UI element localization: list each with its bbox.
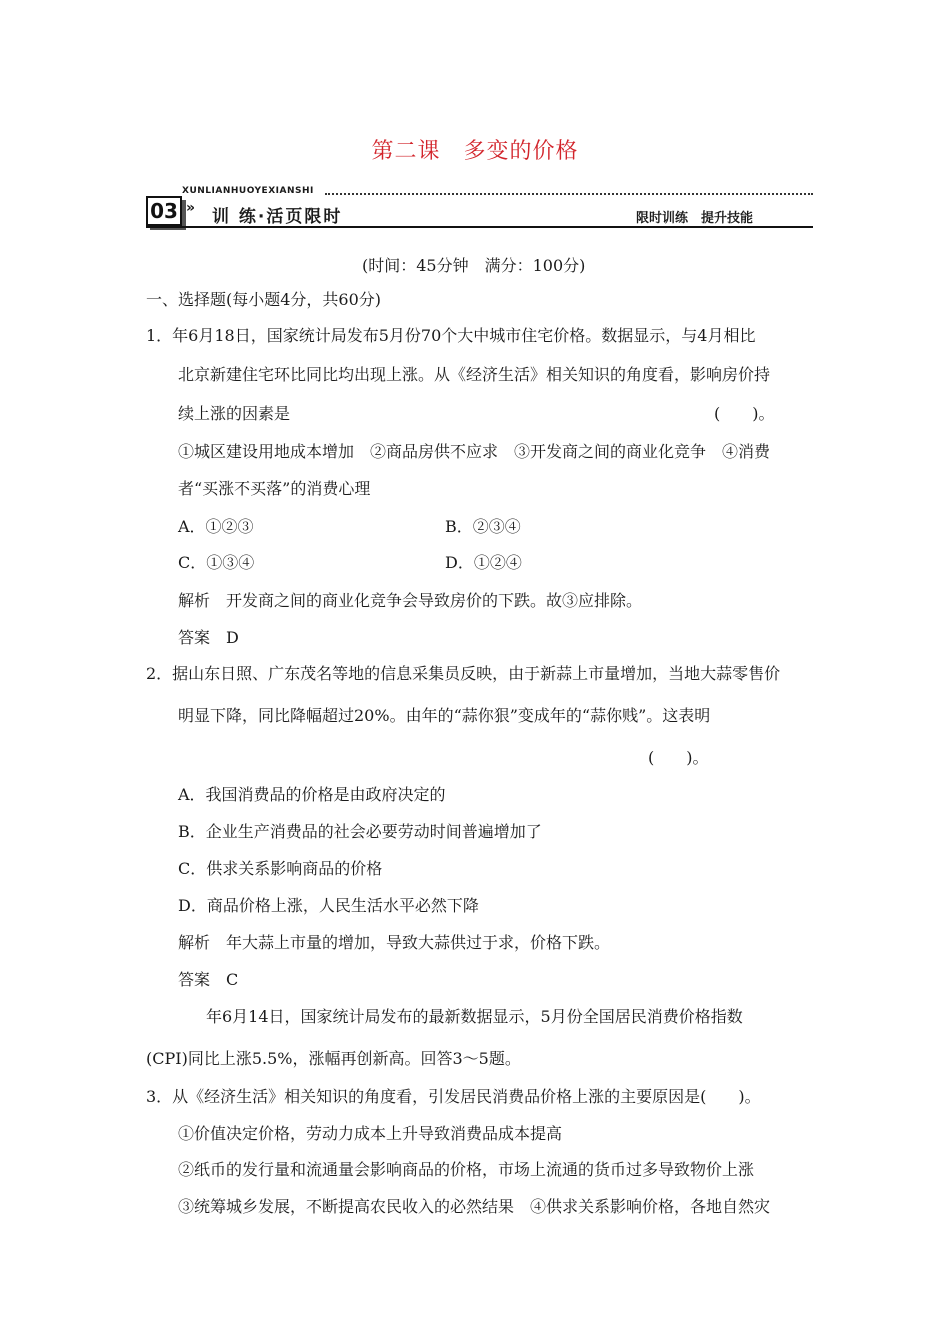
exam-meta: (时间：45分钟 满分：100分) [362, 256, 586, 275]
q1-option-d: D．①②④ [445, 553, 522, 572]
q2-option-c: C．供求关系影响商品的价格 [178, 859, 383, 878]
q1-stem-line1: 1．年6月18日，国家统计局发布5月份70个大中城市住宅价格。数据显示，与4月相比 [146, 326, 756, 345]
q2-answer: 答案 C [178, 970, 239, 989]
q1-items-line2: 者“买涨不买落”的消费心理 [178, 479, 371, 498]
q3-item3: ③统筹城乡发展，不断提高农民收入的必然结果 ④供求关系影响价格，各地自然灾 [178, 1197, 771, 1216]
chevron-icon: » [186, 200, 196, 216]
banner-slogan: 限时训练 提升技能 [636, 211, 754, 226]
q1-option-b: B．②③④ [445, 517, 521, 536]
q1-answer: 答案 D [178, 628, 239, 647]
banner-rule [146, 226, 813, 228]
material-line1: 年6月14日，国家统计局发布的最新数据显示，5月份全国居民消费价格指数 [206, 1007, 743, 1026]
q1-option-c: C．①③④ [178, 553, 255, 572]
material-line2: (CPI)同比上涨5.5%，涨幅再创新高。回答3～5题。 [146, 1049, 521, 1068]
q2-option-d: D．商品价格上涨，人民生活水平必然下降 [178, 896, 479, 915]
q2-stem-line2: 明显下降，同比降幅超过20%。由年的“蒜你狠”变成年的“蒜你贱”。这表明 [178, 706, 711, 725]
q2-option-b: B．企业生产消费品的社会必要劳动时间普遍增加了 [178, 822, 542, 841]
banner-label: 训 练·活页限时 [212, 207, 343, 227]
q1-analysis: 解析 开发商之间的商业化竞争会导致房价的下跌。故③应排除。 [178, 591, 643, 610]
section-heading: 一、选择题(每小题4分，共60分) [146, 290, 382, 309]
q1-option-a: A．①②③ [178, 517, 254, 536]
q1-stem-line3: 续上涨的因素是 [178, 404, 291, 423]
q3-stem: 3．从《经济生活》相关知识的角度看，引发居民消费品价格上涨的主要原因是( )。 [146, 1087, 761, 1106]
q2-stem-line1: 2．据山东日照、广东茂名等地的信息采集员反映，由于新蒜上市量增加，当地大蒜零售价 [146, 664, 781, 683]
q1-answer-blank: ( )。 [714, 404, 775, 423]
banner-dotted-line [325, 193, 813, 195]
q1-stem-line2: 北京新建住宅环比同比均出现上涨。从《经济生活》相关知识的角度看，影响房价持 [178, 365, 771, 384]
section-number-badge: 03 [146, 196, 182, 226]
q2-option-a: A．我国消费品的价格是由政府决定的 [178, 785, 446, 804]
q1-items-line1: ①城区建设用地成本增加 ②商品房供不应求 ③开发商之间的商业化竞争 ④消费 [178, 442, 771, 461]
q2-analysis: 解析 年大蒜上市量的增加，导致大蒜供过于求，价格下跌。 [178, 933, 611, 952]
page-title: 第二课 多变的价格 [371, 139, 579, 164]
banner-pinyin: XUNLIANHUOYEXIANSHI [182, 186, 314, 196]
q3-item1: ①价值决定价格，劳动力成本上升导致消费品成本提高 [178, 1124, 563, 1143]
q3-item2: ②纸币的发行量和流通量会影响商品的价格，市场上流通的货币过多导致物价上涨 [178, 1160, 755, 1179]
q2-answer-blank: ( )。 [648, 748, 709, 767]
